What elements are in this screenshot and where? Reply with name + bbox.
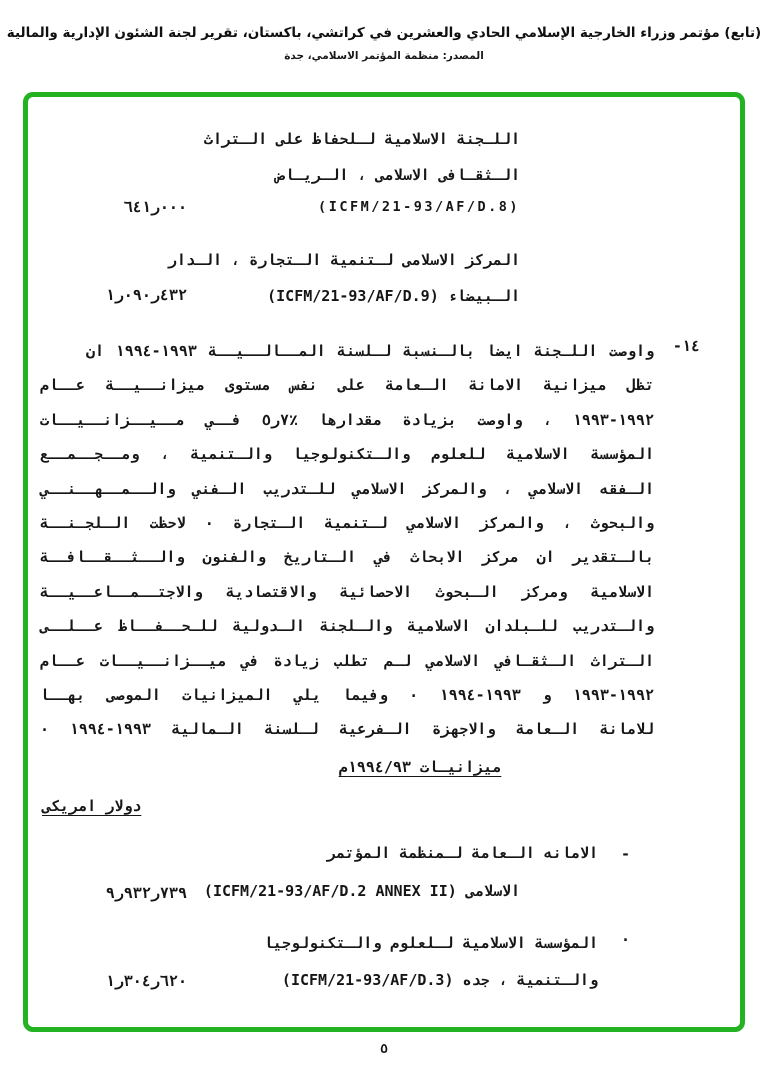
budget-item-1-marker: -	[620, 845, 630, 863]
budget-item-2-line1: المؤسسة الاسلامية لـلعلوم والـتكنولوجيا	[263, 934, 598, 952]
carryover-item-a-line2: الـثقـافى الاسلامى ، الـريـاض	[276, 166, 520, 184]
paragraph-14-line: ١٩٩٢-١٩٩٣ و ١٩٩٣-١٩٩٤ ٠ وفيما يلي الميزانيات الموصى بهــا	[40, 685, 655, 704]
page-number: ٥	[380, 1042, 388, 1057]
budget-item-2-amount: ١ر٣٠٤ر٦٢٠	[105, 972, 187, 990]
carryover-item-b-line1: المركز الاسلامى لـتنمية الـتجارة ، الـدار	[167, 251, 520, 269]
paragraph-14-line: الـفقه الاسلامي ، والمركز الاسلامي للـتدريب الـفني والــمــهــنــي	[40, 479, 654, 498]
header-source: المصدر: منظمة المؤتمر الاسلامي، جدة	[284, 50, 484, 62]
currency-label: دولار امريكى	[42, 797, 142, 815]
paragraph-14-line: والـتدريب للـبلدان الاسلامية والـلجنة الـدولية للـحــفــاظ عــلــى	[40, 617, 654, 636]
paragraph-14-line: واوصت اللـجنة ايضا بالـنسبة لـلسنة المــالــيــة ١٩٩٣-١٩٩٤ ان	[86, 342, 655, 360]
paragraph-14-line: تظل ميزانية الامانة الـعامة على نفس مستوى ميزانــيــة عــام	[40, 376, 654, 395]
carryover-item-b-line2: الـبيضاء (ICFM/21-93/AF/D.9)	[267, 287, 520, 305]
carryover-item-a-code: (ICFM/21-93/AF/D.8)	[318, 199, 520, 215]
budget-item-1-line1: الامانه الـعامة لـمنظمة المؤتمر	[327, 844, 598, 862]
carryover-item-a-amount: ٦٤١ر٠٠٠	[123, 198, 187, 216]
paragraph-14-line: الـتراث الـثقـافي الاسلامي لـم تطلب زيادة في ميــزانــيــات عــام	[40, 651, 654, 670]
paragraph-14-number: ١٤-	[672, 337, 700, 355]
paragraph-14-line: الاسلامية ومركز الـبحوث الاحصائية والاقتصادية والاجتــمــاعــيــة	[40, 582, 654, 601]
budget-item-1-line2: الاسلامى (ICFM/21-93/AF/D.2 ANNEX II)	[203, 882, 520, 900]
budget-item-2-line2: والـتنمية ، جده (ICFM/21-93/AF/D.3)	[281, 971, 598, 989]
budget-item-2-marker: ·	[620, 931, 630, 949]
paragraph-14-line: والبحوث ، والمركز الاسلامي لـتنمية الـتجارة ٠ لاحظت الـلجـنــة	[40, 513, 654, 532]
budget-section-heading: ميزانيـات ١٩٩٤/٩٣م	[338, 758, 502, 776]
paragraph-14-line: بالـتقدير ان مركز الابحاث في الـتاريخ والفنون والــثــقــافــة	[40, 548, 654, 567]
header-title: (تابع) مؤتمر وزراء الخارجية الإسلامي الحادي والعشرين في كراتشي، باكستان، تقرير لجنة الشئون الإدارية والمالية	[6, 25, 762, 41]
budget-item-1-amount: ٩ر٩٣٢ر٧٣٩	[105, 884, 187, 902]
carryover-item-b-amount: ١ر٠٩٠ر٤٣٢	[105, 286, 187, 304]
carryover-item-a-line1: اللـجنة الاسلامية لـلحفاظ على الـتراث	[203, 130, 520, 148]
paragraph-14-line: ١٩٩٢-١٩٩٣ ، واوصت بزيادة مقدارها ٪٧ر٥ فــي مــيــزانــيــات	[40, 410, 654, 429]
paragraph-14	[40, 334, 654, 747]
paragraph-14-line: المؤسسة الاسلامية للعلوم والـتكنولوجيا والـتنمية ، ومــجــمــع	[40, 445, 654, 464]
paragraph-14-line: للامانة الـعامة والاجهزة الـفرعية لـلسنة الـمالية ١٩٩٣-١٩٩٤ ٠	[40, 720, 655, 739]
